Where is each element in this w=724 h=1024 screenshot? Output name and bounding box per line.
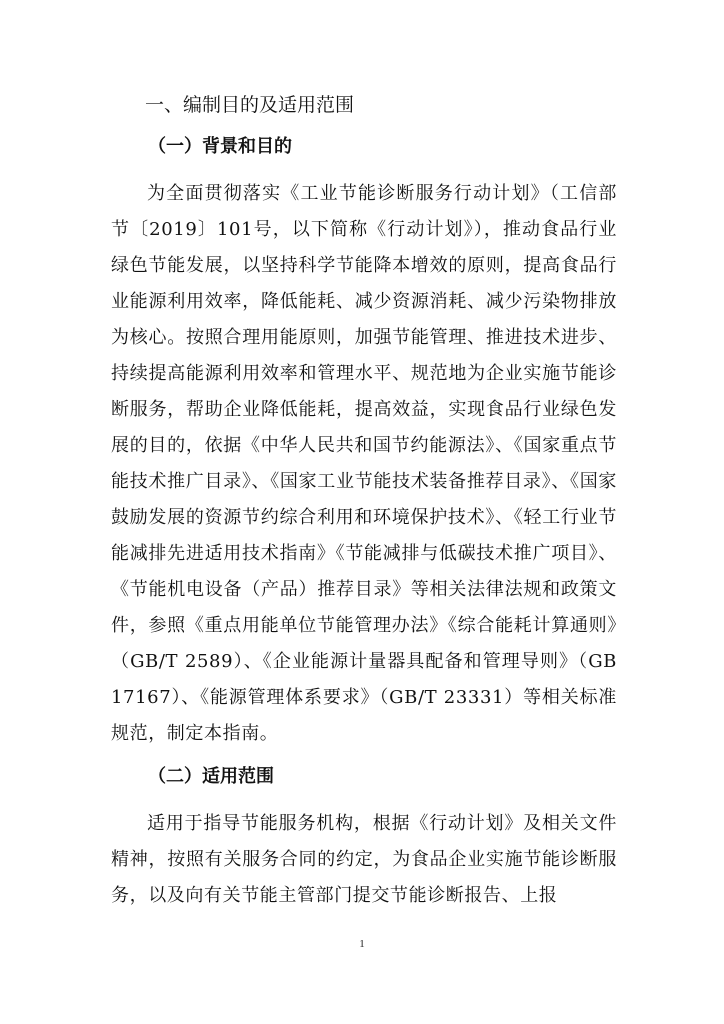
section-title: 一、编制目的及适用范围 [145,94,355,116]
paragraph-background: 为全面贯彻落实《工业节能诊断服务行动计划》（工信部节〔2019〕101号，以下简称《行动计划》），推动食品行业绿色节能发展，以坚持科学节能降本增效的原则，提高食品行业能源利用效率，降低能耗、减少资源消耗、减少污染物排放为核心。按照合理用能原则，加强节能管理、推进技术进步、持续提高能源利用效率和管理水平、规范地为企业实施节能诊断服务，帮助企业降低能耗，提高效益，实现食品行业绿色发展的目的，依据《中华人民共和国节约能源法》、《国家重点节能技术推广目录》、《国家工业节能技术装备推荐目录》、《国家鼓励发展的资源节约综合利用和环境保护技术》、《轻工行业节能减排先进适用技术指南》《节能减排与低碳技术推广项目》、《节能机电设备（产品）推荐目录》等相关法律法规和政策文件，参照《重点用能单位节能管理办法》《综合能耗计算通则》（GB/T 2589）、《企业能源计量器具配备和管理导则》（GB 17167）、《能源管理体系要求》（GB/T 23331）等相关标准规范，制定本指南。 [111,183,617,744]
paragraph-scope: 适用于指导节能服务机构，根据《行动计划》及相关文件精神，按照有关服务合同的约定，为食品企业实施节能诊断服务，以及向有关节能主管部门提交节能诊断报告、上报 [111,813,617,906]
page-number: 1 [359,938,365,950]
subsection-title-background: （一）背景和目的 [148,136,292,157]
subsection-title-scope: （二）适用范围 [148,766,274,787]
page-content [111,90,617,924]
